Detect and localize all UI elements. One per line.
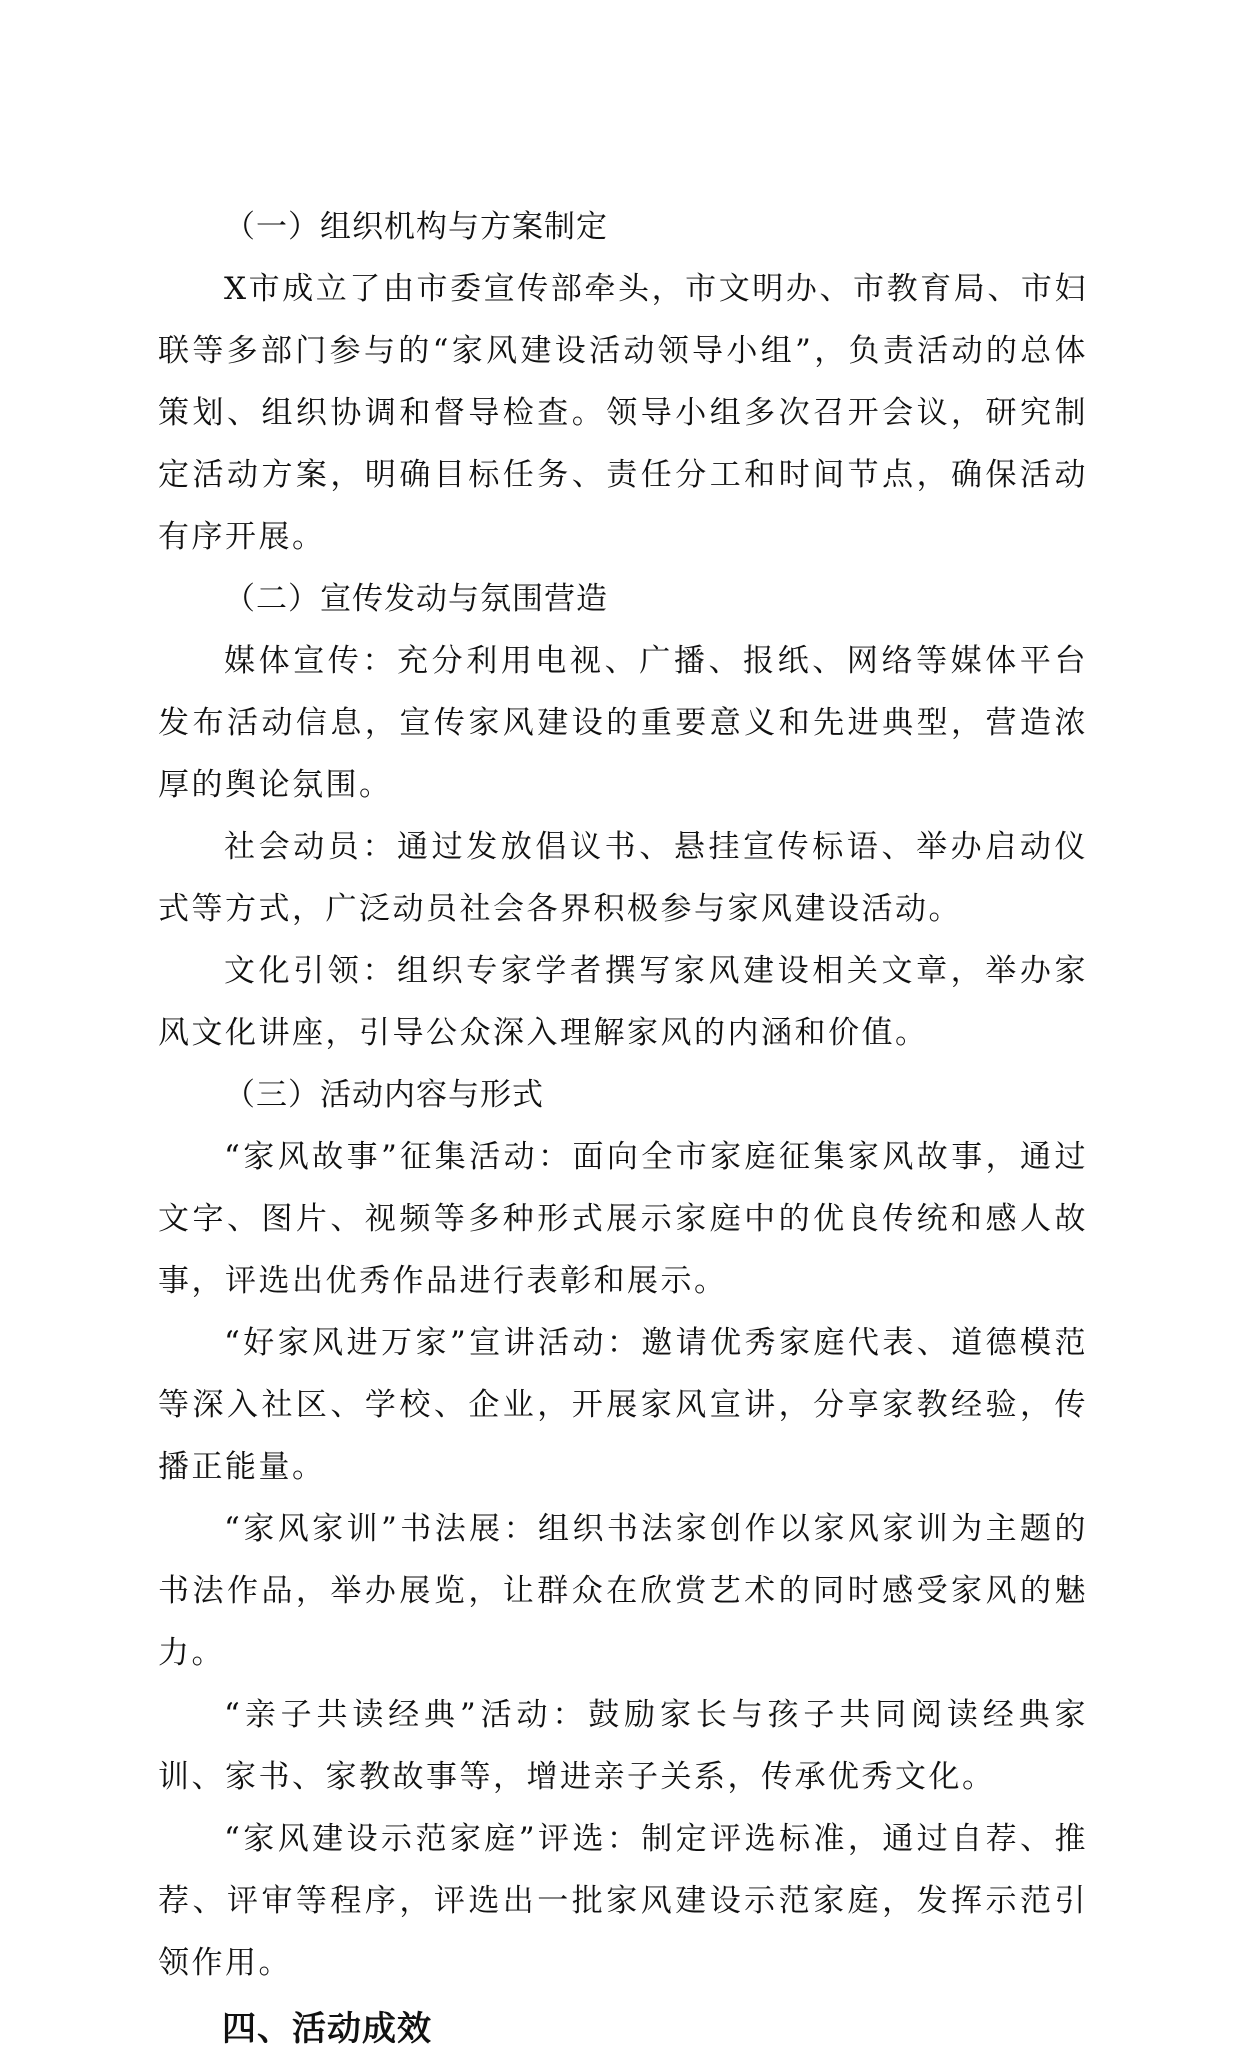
paragraph: 社会动员：通过发放倡议书、悬挂宣传标语、举办启动仪式等方式，广泛动员社会各界积极参与家风建设活动。 <box>158 829 1088 927</box>
paragraph: “亲子共读经典”活动：鼓励家长与孩子共同阅读经典家训、家书、家教故事等，增进亲子关系，传承优秀文化。 <box>158 1697 1088 1795</box>
section-heading-organization: （一）组织机构与方案制定 <box>224 209 608 245</box>
paragraph: “家风建设示范家庭”评选：制定评选标准，通过自荐、推荐、评审等程序，评选出一批家风建设示范家庭，发挥示范引领作用。 <box>158 1821 1088 1981</box>
paragraph: “家风故事”征集活动：面向全市家庭征集家风故事，通过文字、图片、视频等多种形式展示家庭中的优良传统和感人故事，评选出优秀作品进行表彰和展示。 <box>158 1139 1088 1299</box>
paragraph: “家风家训”书法展：组织书法家创作以家风家训为主题的书法作品，举办展览，让群众在欣赏艺术的同时感受家风的魅力。 <box>158 1511 1088 1671</box>
document-page <box>158 196 1088 2062</box>
paragraph: X市成立了由市委宣传部牵头，市文明办、市教育局、市妇联等多部门参与的“家风建设活动领导小组”，负责活动的总体策划、组织协调和督导检查。领导小组多次召开会议，研究制定活动方案，明确目标任务、责任分工和时间节点，确保活动有序开展。 <box>158 271 1088 555</box>
section-heading-publicity: （二）宣传发动与氛围营造 <box>224 581 608 617</box>
section-heading-activities: （三）活动内容与形式 <box>224 1077 544 1113</box>
paragraph: “好家风进万家”宣讲活动：邀请优秀家庭代表、道德模范等深入社区、学校、企业，开展家风宣讲，分享家教经验，传播正能量。 <box>158 1325 1088 1485</box>
chapter-heading-results: 四、活动成效 <box>222 2009 432 2049</box>
paragraph: 文化引领：组织专家学者撰写家风建设相关文章，举办家风文化讲座，引导公众深入理解家风的内涵和价值。 <box>158 953 1088 1051</box>
paragraph: 媒体宣传：充分利用电视、广播、报纸、网络等媒体平台发布活动信息，宣传家风建设的重要意义和先进典型，营造浓厚的舆论氛围。 <box>158 643 1088 803</box>
